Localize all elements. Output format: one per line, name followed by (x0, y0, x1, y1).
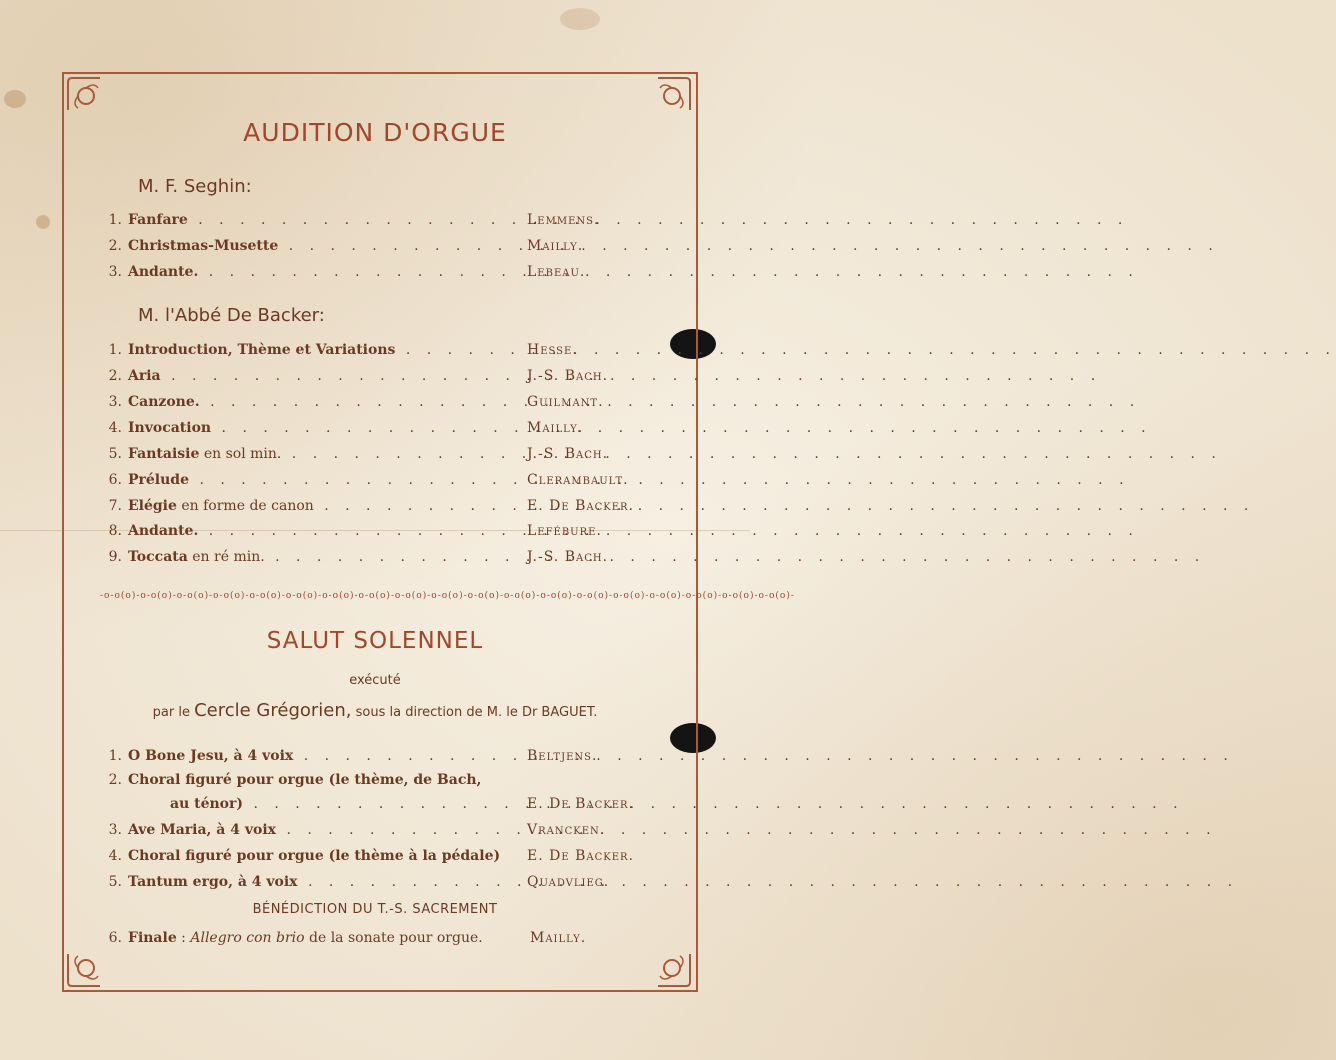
program-row: 1. Fanfare . . . Lemmens. (100, 212, 648, 234)
choir-name: Cercle Grégorien, (194, 700, 352, 721)
program-row: 8. Andante. . . . Lefébure. (100, 523, 648, 545)
program-row: 4. Invocation . . . Mailly. (100, 420, 648, 442)
program-row-continuation: au ténor) . . . E. De Backer. (100, 796, 648, 818)
salut-title: SALUT SOLENNEL (266, 628, 484, 654)
corner-ornament-bottom-left (64, 950, 104, 990)
program-row: 4. Choral figuré pour orgue (le thème à la pédale) E. De Backer. (108, 848, 635, 864)
finale-row: 6. Finale : Allegro con brio de la sonate pour orgue. Mailly. (108, 930, 587, 946)
program-row: 2. Christmas-Musette . . . Mailly. (100, 238, 648, 260)
corner-ornament-bottom-right (654, 950, 694, 990)
corner-ornament-top-left (64, 74, 104, 114)
program-row: 5. Tantum ergo, à 4 voix . . . Quadvlieg. (100, 874, 648, 896)
ornamental-divider: -o-o(o)-o-o(o)-o-o(o)-o-o(o)-o-o(o)-o-o(o)-o-o(o)-o-o(o)-o-o(o)-o-o(o)-o-o(o)-o-o(o)-o-o(o)-o-o(o)-o-o(o)-o-o(o)-o-o(o)-o-o(o)-o-o(o)- (100, 591, 795, 601)
program-row: 2. Choral figuré pour orgue (le thème, de Bach, (108, 772, 482, 788)
paper-stain (36, 215, 50, 229)
paper-stain (4, 90, 26, 108)
program-row: 3. Andante. . . . Lebeau. (100, 264, 648, 286)
benediction-heading: BÉNÉDICTION DU T.-S. SACREMENT (252, 902, 498, 917)
paper-stain (560, 8, 600, 30)
performer-de-backer: M. l'Abbé De Backer: (138, 305, 325, 326)
program-row: 9. Toccata en ré min. . . . J.-S. Bach. (100, 549, 648, 571)
executed-label: exécuté (349, 673, 401, 688)
program-row: 7. Elégie en forme de canon . . . E. De Backer. (100, 498, 648, 520)
program-row: 1. Introduction, Thème et Variations . . . Hesse. (100, 342, 648, 364)
program-row: 3. Canzone. . . . Guilmant. (100, 394, 648, 416)
corner-ornament-top-right (654, 74, 694, 114)
performer-seghin: M. F. Seghin: (138, 176, 252, 197)
program-row: 5. Fantaisie en sol min. . . . J.-S. Bach. (100, 446, 648, 468)
program-row: 1. O Bone Jesu, à 4 voix . . . Beltjens. (100, 748, 648, 770)
program-row: 6. Prélude . . . Clerambault. (100, 472, 648, 494)
audition-title: AUDITION D'ORGUE (243, 118, 507, 147)
program-row: 3. Ave Maria, à 4 voix . . . Vrancken. (100, 822, 648, 844)
direction-line: par le Cercle Grégorien, sous la direction de M. le Dr BAGUET. (152, 700, 598, 721)
program-row: 2. Aria . . . J.-S. Bach. (100, 368, 648, 390)
